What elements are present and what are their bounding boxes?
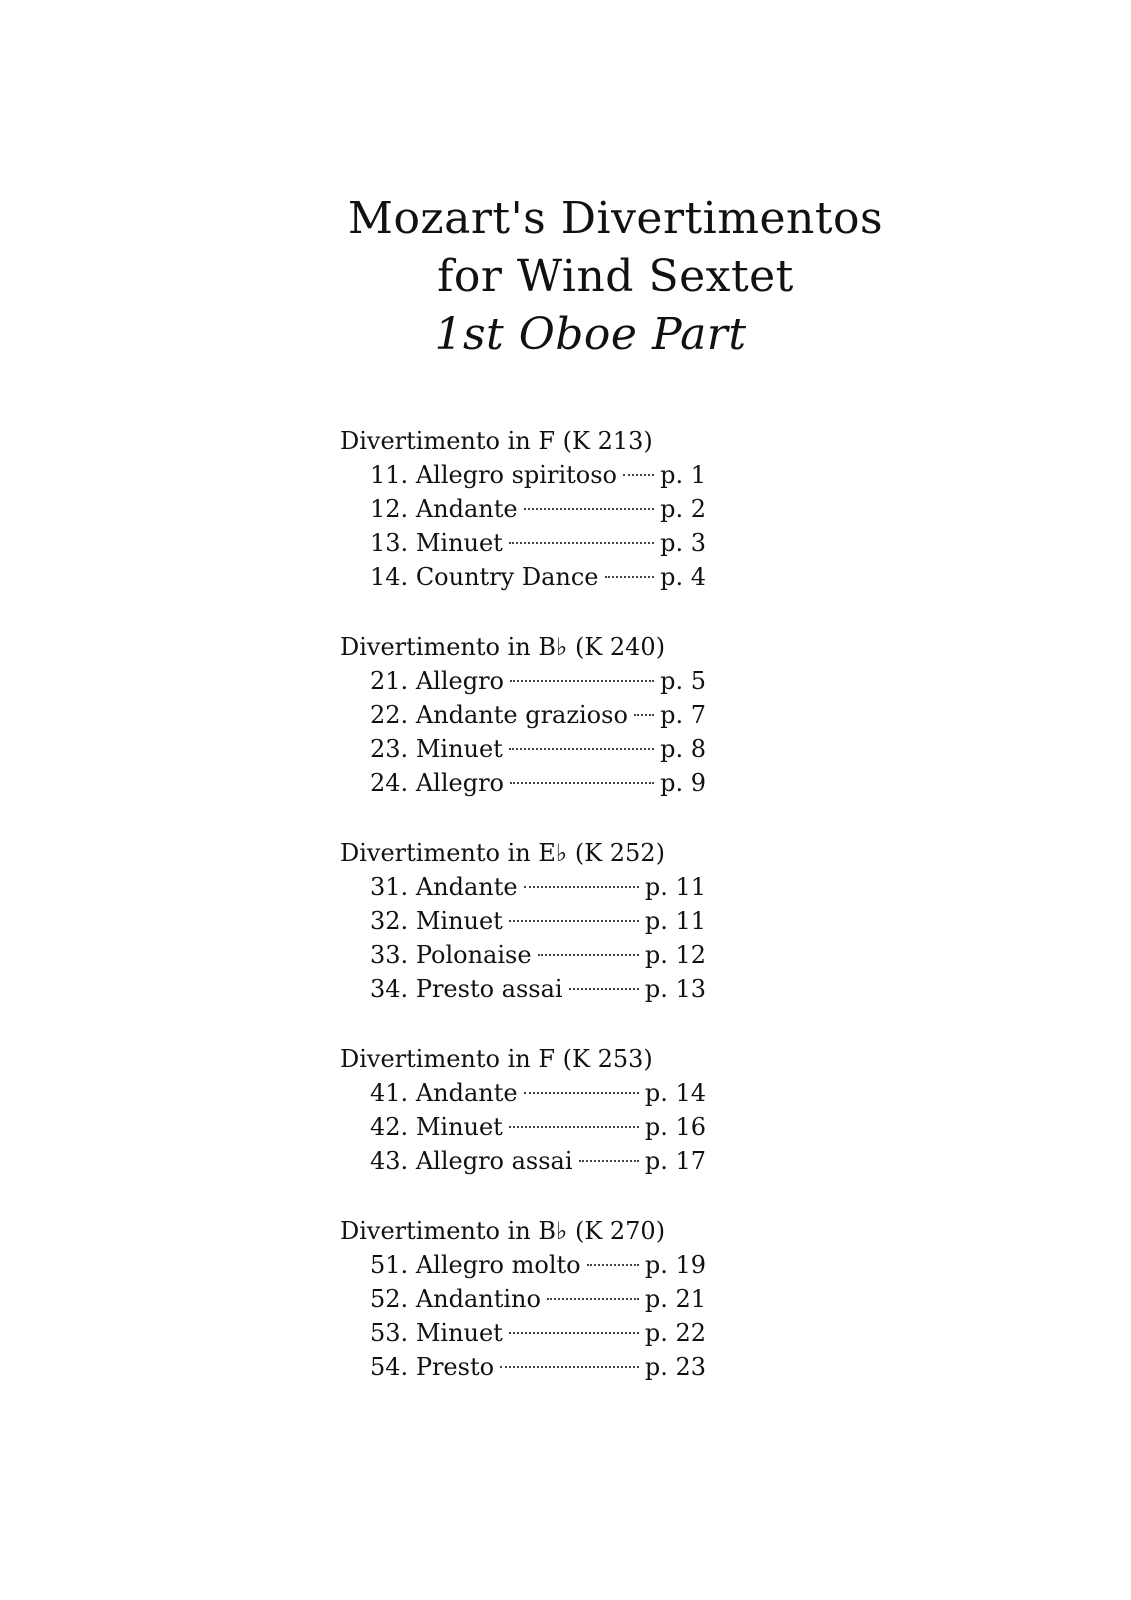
title-block — [0, 190, 1131, 364]
movement-list — [340, 458, 760, 594]
toc-entry[interactable] — [370, 732, 706, 766]
movement-number: 12. — [370, 495, 409, 523]
movement-title: Andante — [415, 495, 518, 523]
toc-section — [340, 424, 760, 594]
toc-entry[interactable] — [370, 526, 706, 560]
dot-leader — [509, 748, 654, 750]
movement-title: Minuet — [415, 907, 503, 935]
movement-title: Andante grazioso — [415, 701, 628, 729]
movement-number: 54. — [370, 1353, 409, 1381]
section-heading: Divertimento in B♭ (K 270) — [340, 1217, 666, 1245]
toc-entry[interactable] — [370, 1248, 706, 1282]
dot-leader — [623, 474, 654, 476]
toc-entry[interactable] — [370, 1076, 706, 1110]
movement-title: Minuet — [415, 735, 503, 763]
toc-entry[interactable] — [370, 664, 706, 698]
toc-entry[interactable] — [370, 938, 706, 972]
movement-number: 34. — [370, 975, 409, 1003]
page-number: p. 11 — [644, 907, 706, 935]
toc-section — [340, 1214, 760, 1384]
section-heading: Divertimento in F (K 253) — [340, 1045, 653, 1073]
movement-number: 14. — [370, 563, 409, 591]
movement-list — [340, 870, 760, 1006]
part-subtitle: 1st Oboe Part — [434, 309, 747, 360]
section-heading: Divertimento in F (K 213) — [340, 427, 653, 455]
movement-title: Minuet — [415, 1113, 503, 1141]
movement-number: 21. — [370, 667, 409, 695]
toc-section — [340, 1042, 760, 1178]
page-number: p. 21 — [644, 1285, 706, 1313]
page-number: p. 3 — [660, 529, 706, 557]
page-number: p. 16 — [644, 1113, 706, 1141]
movement-title: Andantino — [415, 1285, 541, 1313]
dot-leader — [509, 1332, 639, 1334]
movement-number: 43. — [370, 1147, 409, 1175]
page-number: p. 5 — [660, 667, 706, 695]
movement-number: 52. — [370, 1285, 409, 1313]
movement-title: Polonaise — [415, 941, 532, 969]
page-number: p. 19 — [644, 1251, 706, 1279]
movement-number: 11. — [370, 461, 409, 489]
dot-leader — [538, 954, 639, 956]
dot-leader — [510, 782, 654, 784]
movement-number: 42. — [370, 1113, 409, 1141]
toc-entry[interactable] — [370, 904, 706, 938]
toc-section — [340, 630, 760, 800]
movement-number: 13. — [370, 529, 409, 557]
dot-leader — [547, 1298, 639, 1300]
movement-list — [340, 664, 760, 800]
movement-number: 32. — [370, 907, 409, 935]
toc-entry[interactable] — [370, 1350, 706, 1384]
toc-entry[interactable] — [370, 1144, 706, 1178]
document-title: Mozart's Divertimentos — [347, 193, 884, 244]
movement-title: Allegro — [415, 769, 504, 797]
dot-leader — [579, 1160, 639, 1162]
document-title-line-2: for Wind Sextet — [437, 251, 794, 302]
movement-number: 41. — [370, 1079, 409, 1107]
page-number: p. 2 — [660, 495, 706, 523]
toc-entry[interactable] — [370, 1316, 706, 1350]
movement-title: Allegro spiritoso — [415, 461, 617, 489]
movement-title: Andante — [415, 1079, 518, 1107]
page-number: p. 12 — [644, 941, 706, 969]
page-number: p. 9 — [660, 769, 706, 797]
dot-leader — [524, 1092, 639, 1094]
dot-leader — [509, 920, 639, 922]
toc-entry[interactable] — [370, 870, 706, 904]
toc-entry[interactable] — [370, 766, 706, 800]
toc-entry[interactable] — [370, 560, 706, 594]
movement-title: Allegro — [415, 667, 504, 695]
movement-title: Presto assai — [415, 975, 563, 1003]
page-number: p. 22 — [644, 1319, 706, 1347]
page-number: p. 8 — [660, 735, 706, 763]
toc-entry[interactable] — [370, 1110, 706, 1144]
page-number: p. 4 — [660, 563, 706, 591]
dot-leader — [500, 1366, 639, 1368]
table-of-contents — [340, 424, 760, 1420]
section-heading: Divertimento in B♭ (K 240) — [340, 633, 666, 661]
movement-title: Allegro molto — [415, 1251, 581, 1279]
movement-title: Andante — [415, 873, 518, 901]
dot-leader — [510, 680, 654, 682]
toc-entry[interactable] — [370, 492, 706, 526]
dot-leader — [634, 714, 654, 716]
movement-number: 53. — [370, 1319, 409, 1347]
movement-title: Minuet — [415, 529, 503, 557]
movement-number: 22. — [370, 701, 409, 729]
page-number: p. 14 — [644, 1079, 706, 1107]
movement-title: Country Dance — [415, 563, 599, 591]
movement-number: 51. — [370, 1251, 409, 1279]
movement-number: 24. — [370, 769, 409, 797]
dot-leader — [524, 508, 655, 510]
page-number: p. 11 — [644, 873, 706, 901]
dot-leader — [509, 542, 654, 544]
dot-leader — [569, 988, 639, 990]
movement-title: Presto — [415, 1353, 495, 1381]
toc-entry[interactable] — [370, 458, 706, 492]
dot-leader — [605, 576, 655, 578]
toc-entry[interactable] — [370, 972, 706, 1006]
page-number: p. 1 — [660, 461, 706, 489]
page-number: p. 17 — [644, 1147, 706, 1175]
page-number: p. 7 — [660, 701, 706, 729]
movement-title: Allegro assai — [415, 1147, 573, 1175]
movement-number: 33. — [370, 941, 409, 969]
movement-number: 31. — [370, 873, 409, 901]
dot-leader — [524, 886, 639, 888]
movement-number: 23. — [370, 735, 409, 763]
movement-list — [340, 1248, 760, 1384]
movement-list — [340, 1076, 760, 1178]
toc-entry[interactable] — [370, 698, 706, 732]
toc-entry[interactable] — [370, 1282, 706, 1316]
dot-leader — [587, 1264, 639, 1266]
movement-title: Minuet — [415, 1319, 503, 1347]
section-heading: Divertimento in E♭ (K 252) — [340, 839, 665, 867]
toc-section — [340, 836, 760, 1006]
page-number: p. 13 — [644, 975, 706, 1003]
page-number: p. 23 — [644, 1353, 706, 1381]
dot-leader — [509, 1126, 639, 1128]
